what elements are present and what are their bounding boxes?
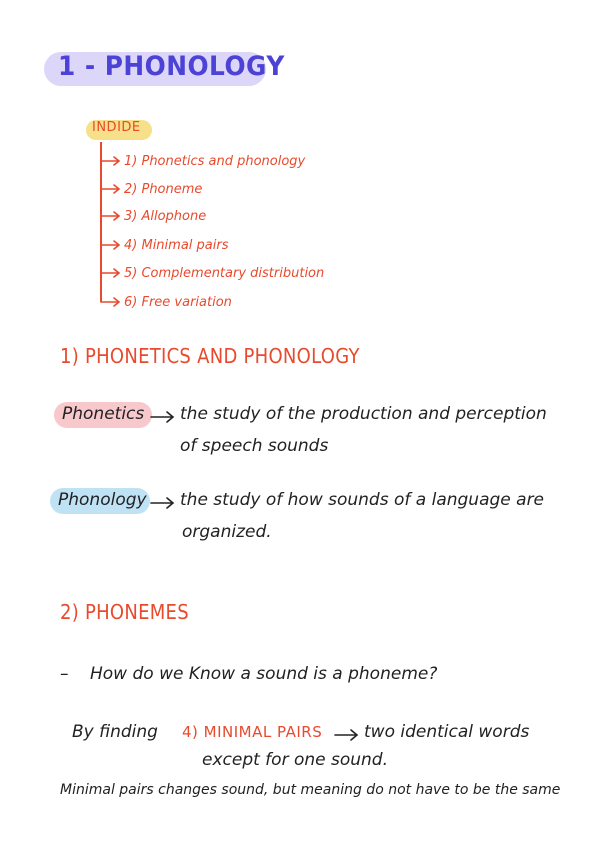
- toc-item: [100, 236, 228, 254]
- arrow-icon: [150, 496, 176, 510]
- toc-item-label: 2) Phoneme: [124, 181, 203, 197]
- minimal-pairs-note: Minimal pairs changes sound, but meaning do not have to be the same: [60, 782, 561, 798]
- phonetics-definition-line2: of speech sounds: [180, 436, 329, 456]
- section-heading-phonetics-phonology: 1) PHONETICS AND PHONOLOGY: [60, 344, 360, 368]
- toc-item: [100, 180, 202, 198]
- index-label: INDIDE: [92, 120, 141, 135]
- question-text: How do we Know a sound is a phoneme?: [90, 664, 438, 684]
- toc-item-label: 1) Phonetics and phonology: [124, 153, 306, 169]
- toc-item: [100, 207, 206, 225]
- arrow-icon: [100, 296, 122, 308]
- page-title: 1 - PHONOLOGY: [58, 51, 285, 82]
- arrow-icon: [150, 410, 176, 424]
- question-dash: –: [60, 664, 69, 684]
- arrow-icon: [100, 155, 122, 167]
- phonetics-term: Phonetics: [62, 404, 145, 424]
- toc-item: [100, 293, 232, 311]
- by-finding-text: By finding: [72, 722, 158, 742]
- arrow-icon: [100, 267, 122, 279]
- toc-item-label: 5) Complementary distribution: [124, 265, 325, 281]
- minimal-pairs-label: 4) MINIMAL PAIRS: [182, 723, 323, 741]
- phonology-definition-line2: organized.: [182, 522, 272, 542]
- toc-item: [100, 152, 305, 170]
- toc-item-label: 6) Free variation: [124, 294, 232, 310]
- arrow-icon: [100, 239, 122, 251]
- arrow-icon: [100, 210, 122, 222]
- index-tree: [0, 0, 600, 320]
- phonology-term: Phonology: [58, 490, 147, 510]
- section-heading-phonemes: 2) PHONEMES: [60, 600, 189, 624]
- minimal-pairs-definition-line1: two identical words: [364, 722, 530, 742]
- toc-item-label: 3) Allophone: [124, 208, 207, 224]
- arrow-icon: [334, 728, 360, 742]
- toc-item-label: 4) Minimal pairs: [124, 237, 229, 253]
- toc-item: [100, 264, 324, 282]
- phonology-definition-line1: the study of how sounds of a language are: [180, 490, 545, 510]
- phonetics-definition-line1: the study of the production and perception: [180, 404, 547, 424]
- arrow-icon: [100, 183, 122, 195]
- minimal-pairs-definition-line2: except for one sound.: [202, 750, 389, 770]
